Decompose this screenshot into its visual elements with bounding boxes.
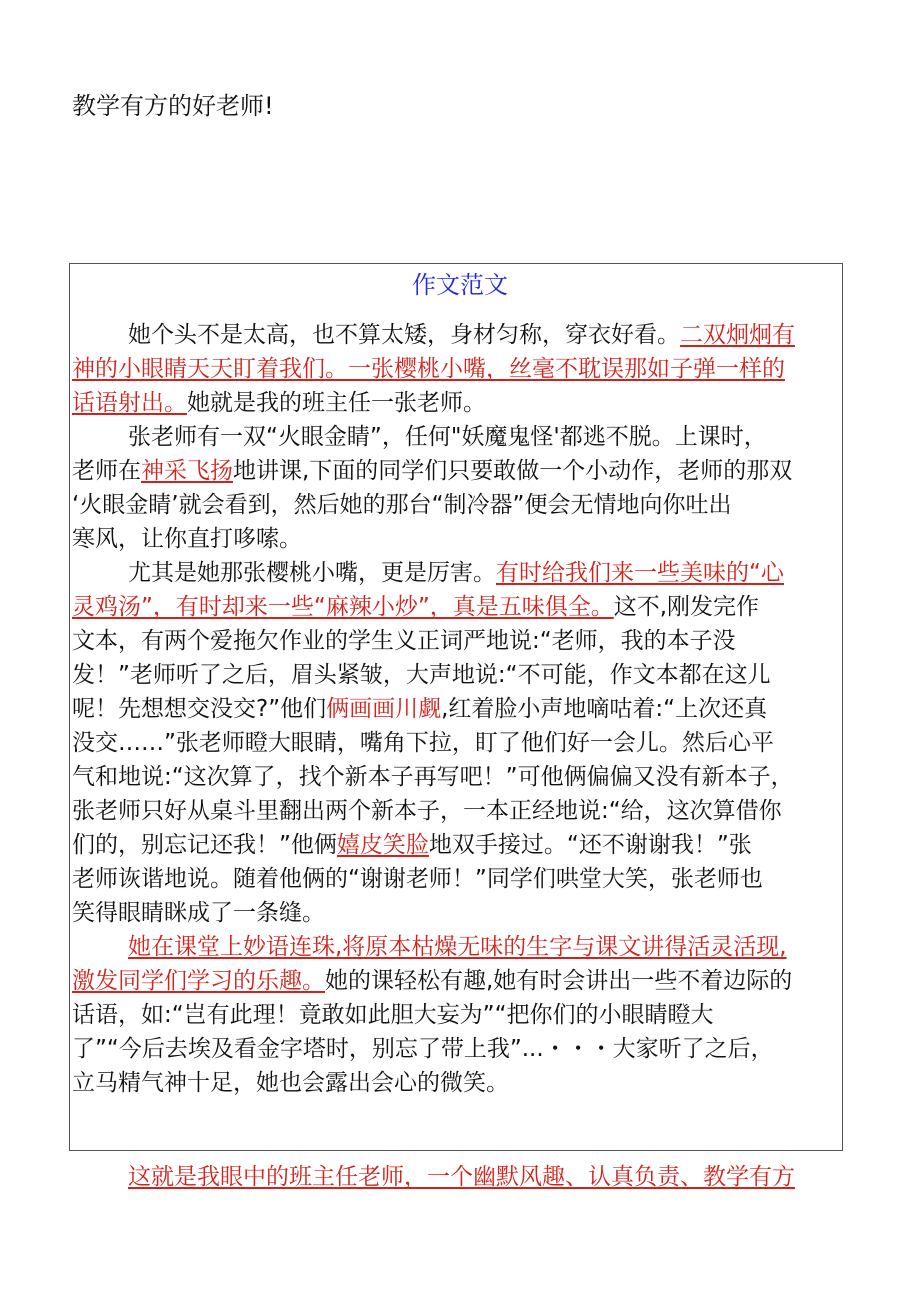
essay-line [72,420,842,454]
essay-text: 尤其是她那张樱桃小嘴，更是厉害。 [128,560,496,586]
closing-line-text: 这就是我眼中的班主任老师，一个幽默风趣、认真负责、教学有方 [128,1164,795,1190]
essay-text: 老师在 [72,458,141,484]
header-fragment: 教学有方的好老师! [72,92,274,120]
essay-highlight: 二双炯炯有 [680,322,795,348]
essay-line [72,794,842,828]
essay-line [72,930,842,964]
essay-line [72,556,842,590]
essay-text: 地讲课,下面的同学们只要敢做一个小动作，老师的那双 [233,458,793,484]
essay-text: 气和地说:“这次算了，找个新本子再写吧！”可他俩偏偏又没有新本子， [72,764,794,790]
essay-line [72,522,842,556]
essay-text: 没交……”张老师瞪大眼睛，嘴角下拉，盯了他们好一会儿。然后心平 [72,730,774,756]
essay-highlight: 嬉皮笑脸 [336,832,429,858]
essay-text: ‘火眼金睛’就会看到，然后她的那台“制冷器”便会无情地向你吐出 [72,492,732,518]
essay-text: 文本，有两个爱拖欠作业的学生义正词严地说:“老师，我的本子没 [72,628,736,654]
essay-text: 话语，如:“岂有此理！竟敢如此胆大妄为”“把你们的小眼睛瞪大 [72,1002,714,1028]
essay-text: 们的，别忘记还我！”他俩 [72,832,337,858]
essay-text: 地双手接过。“还不谢谢我！”张 [428,832,752,858]
essay-line [72,624,842,658]
essay-line [72,726,842,760]
essay-text: 立马精气神十足，她也会露出会心的微笑。 [72,1070,509,1096]
essay-text: 这不,刚发完作 [613,594,760,620]
essay-line [72,590,842,624]
essay-text: 发！”老师听了之后，眉头紧皱，大声地说:“不可能，作文本都在这儿 [72,662,771,688]
essay-line [72,896,842,930]
essay-line [72,828,842,862]
essay-highlight: 神的小眼睛天天盯着我们。一张樱桃小嘴，丝毫不耽误那如子弹一样的 [72,356,785,382]
essay-line [72,352,842,386]
essay-line [72,964,842,998]
essay-line [72,386,842,420]
essay-line [72,760,842,794]
essay-line [72,862,842,896]
essay-line [72,1066,842,1100]
essay-highlight: 话语射出。 [72,390,187,416]
essay-highlight: 神采飞扬 [141,458,233,484]
essay-text: 呢！先想想交没交?”他们 [72,696,327,722]
essay-text: 张老师只好从桌斗里翻出两个新本子，一本正经地说:“给，这次算借你 [72,798,782,824]
essay-line [72,658,842,692]
essay-text: 了”“今后去埃及看金字塔时，别忘了带上我”...・・・大家听了之后， [72,1036,774,1062]
essay-text: 张老师有一双“火眼金睛”，任何"妖魔鬼怪'都逃不脱。上课时， [128,424,767,450]
essay-text: 她的课轻松有趣,她有时会讲出一些不着边际的 [325,968,793,994]
essay-line [72,1032,842,1066]
essay-highlight: 俩画画川觑 [326,696,442,722]
essay-highlight: 灵鸡汤”，有时却来一些“麻辣小炒”，真是五味俱全。 [72,594,614,620]
essay-text: 她个头不是太高，也不算太矮，身材匀称，穿衣好看。 [128,322,680,348]
essay-line [72,998,842,1032]
closing-line [72,1160,852,1194]
essay-text: 她就是我的班主任一张老师。 [187,390,486,416]
essay-text: 笑得眼睛眯成了一条缝。 [72,900,325,926]
essay-highlight: 她在课堂上妙语连珠,将原本枯燥无味的生字与课文讲得活灵活现, [128,934,787,960]
essay-title: 作文范文 [412,271,508,299]
essay-text: 老师诙谐地说。随着他俩的“谢谢老师！”同学们哄堂大笑，张老师也 [72,866,763,892]
essay-line [72,692,842,726]
essay-highlight: 激发同学们学习的乐趣。 [72,968,325,994]
essay-text: ,红着脸小声地嘀咕着:“上次还真 [441,696,768,722]
essay-body [72,318,842,1100]
essay-line [72,318,842,352]
essay-highlight: 有时给我们来一些美味的“心 [496,560,784,586]
essay-line [72,454,842,488]
essay-line [72,488,842,522]
essay-text: 寒风，让你直打哆嗦。 [72,526,302,552]
